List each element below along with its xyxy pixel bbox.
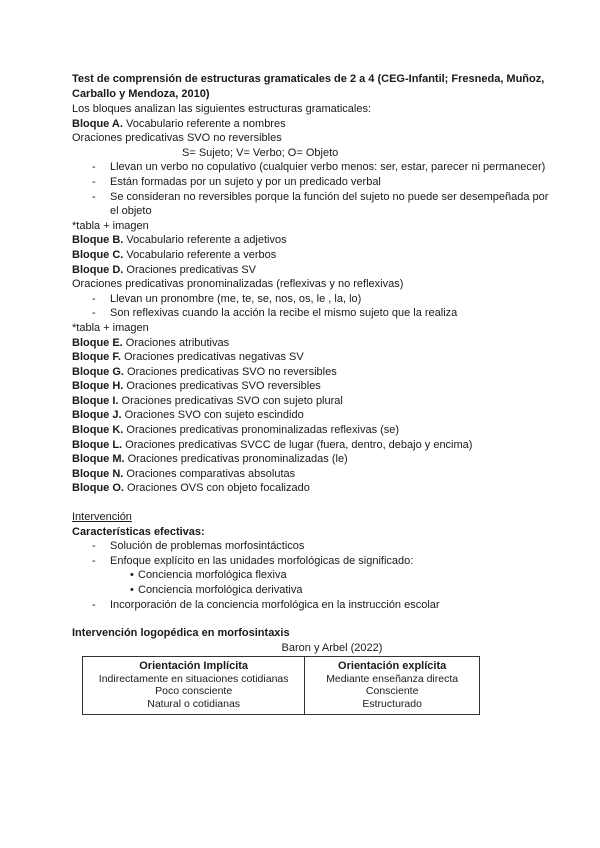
characteristics-list xyxy=(72,539,552,612)
spacer xyxy=(72,612,552,626)
block-a xyxy=(72,117,552,132)
list-item: - Llevan un verbo no copulativo (cualquier verbo menos: ser, estar, parecer ni permanecer) xyxy=(92,160,552,175)
block-text: Oraciones predicativas SV xyxy=(123,263,257,276)
list-item: - Son reflexivas cuando la acción la recibe el mismo sujeto que la realiza xyxy=(92,306,552,321)
sub-list-item: • Conciencia morfológica flexiva xyxy=(132,568,552,583)
block-label: Bloque O. xyxy=(72,482,124,495)
block-e xyxy=(72,336,552,351)
svo-points-list xyxy=(72,160,552,218)
orientation-table xyxy=(82,656,480,715)
block-label: Bloque D. xyxy=(72,263,124,276)
explicit-cell xyxy=(305,657,480,715)
block-m xyxy=(72,452,552,467)
svo-legend: S= Sujeto; V= Verbo; O= Objeto xyxy=(182,146,339,159)
block-label: Bloque L. xyxy=(72,438,123,451)
block-text: Oraciones predicativas pronominalizadas (le) xyxy=(124,453,348,466)
list-item: - Solución de problemas morfosintácticos xyxy=(92,539,552,554)
block-label: Bloque A. xyxy=(72,117,123,130)
block-h xyxy=(72,379,552,394)
block-g xyxy=(72,365,552,380)
block-text: Oraciones predicativas SVO reversibles xyxy=(123,380,321,393)
block-j xyxy=(72,408,552,423)
table-row xyxy=(83,657,480,715)
list-item xyxy=(92,554,552,598)
table-cell-text: Indirectamente en situaciones cotidianas xyxy=(98,672,289,685)
table-cell-text: Natural o cotidianas xyxy=(147,697,241,710)
list-item: - Llevan un pronombre (me, te, se, nos, os, le , la, lo) xyxy=(92,292,552,307)
table-cell-text: Mediante enseñanza directa xyxy=(326,672,459,685)
document-page xyxy=(72,72,552,715)
note-table-image: *tabla + imagen xyxy=(72,219,149,232)
block-f xyxy=(72,350,552,365)
list-item: - Incorporación de la conciencia morfológica en la instrucción escolar xyxy=(92,598,552,613)
block-c xyxy=(72,248,552,263)
block-label: Bloque J. xyxy=(72,409,122,422)
block-text: Oraciones predicativas SVCC de lugar (fuera, dentro, debajo y encima) xyxy=(122,438,473,451)
note-table-image: *tabla + imagen xyxy=(72,321,149,334)
block-label: Bloque M. xyxy=(72,453,125,466)
block-text: Oraciones predicativas negativas SV xyxy=(120,351,304,364)
block-o xyxy=(72,481,552,496)
table-caption: Baron y Arbel (2022) xyxy=(281,641,383,654)
block-label: Bloque B. xyxy=(72,234,124,247)
implicit-header: Orientación Implícita xyxy=(139,660,249,673)
block-text: Vocabulario referente a adjetivos xyxy=(123,234,287,247)
block-text: Oraciones predicativas SVO con sujeto plural xyxy=(118,394,343,407)
block-d xyxy=(72,263,552,278)
block-label: Bloque I. xyxy=(72,394,119,407)
pron-heading: Oraciones predicativas pronominalizadas (reflexivas y no reflexivas) xyxy=(72,278,404,291)
table-cell-text: Poco consciente xyxy=(155,685,233,698)
block-label: Bloque F. xyxy=(72,351,121,364)
block-label: Bloque K. xyxy=(72,424,124,437)
table-cell-text: Estructurado xyxy=(362,697,422,710)
block-text: Vocabulario referente a verbos xyxy=(123,248,277,261)
intro-text: Los bloques analizan las siguientes estructuras gramaticales: xyxy=(72,103,371,115)
explicit-header: Orientación explícita xyxy=(338,660,447,673)
block-label: Bloque E. xyxy=(72,336,123,349)
block-label: Bloque C. xyxy=(72,248,124,261)
implicit-cell xyxy=(83,657,305,715)
block-n xyxy=(72,467,552,482)
block-i xyxy=(72,394,552,409)
block-text: Oraciones atributivas xyxy=(122,336,230,349)
spacer xyxy=(72,496,552,510)
pron-points-list xyxy=(72,292,552,321)
block-text: Vocabulario referente a nombres xyxy=(122,117,286,130)
block-k xyxy=(72,423,552,438)
block-text: Oraciones predicativas pronominalizadas reflexivas (se) xyxy=(123,424,400,437)
sub-list xyxy=(110,568,552,597)
block-label: Bloque N. xyxy=(72,467,124,480)
block-l xyxy=(72,438,552,453)
sub-list-item: • Conciencia morfológica derivativa xyxy=(132,583,552,598)
svo-heading: Oraciones predicativas SVO no reversibles xyxy=(72,132,282,145)
intervencion-heading: Intervención xyxy=(72,511,132,524)
block-label: Bloque G. xyxy=(72,365,124,378)
block-text: Oraciones SVO con sujeto escindido xyxy=(121,409,304,422)
block-label: Bloque H. xyxy=(72,380,124,393)
document-title: Test de comprensión de estructuras gramaticales de 2 a 4 (CEG-Infantil; Fresneda, Muñoz, Carballo y Mendoza, 2010) xyxy=(72,73,545,100)
block-text: Oraciones comparativas absolutas xyxy=(123,467,296,480)
block-text: Oraciones predicativas SVO no reversibles xyxy=(123,365,337,378)
table-cell-text: Consciente xyxy=(365,685,419,698)
list-item: - Están formadas por un sujeto y por un predicado verbal xyxy=(92,175,552,190)
block-text: Oraciones OVS con objeto focalizado xyxy=(123,482,310,495)
list-item: - Se consideran no reversibles porque la función del sujeto no puede ser desempeñada por el objeto xyxy=(92,190,552,219)
block-b xyxy=(72,233,552,248)
list-item-text: Enfoque explícito en las unidades morfológicas de significado: xyxy=(110,554,414,567)
logopedica-heading: Intervención logopédica en morfosintaxis xyxy=(72,627,290,640)
caracteristicas-heading: Características efectivas: xyxy=(72,525,205,538)
